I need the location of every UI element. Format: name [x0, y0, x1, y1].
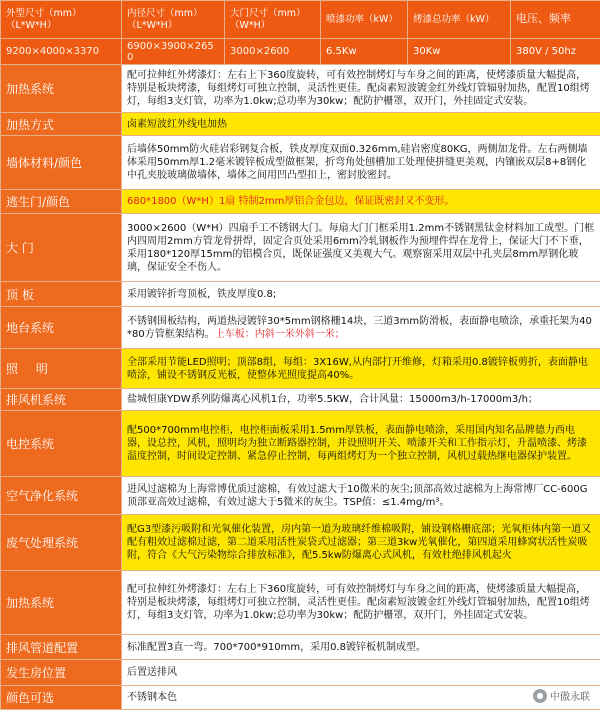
- header-door-size: 大门尺寸（mm） （W*H）: [225, 1, 321, 39]
- row-label: 加热方式: [1, 113, 122, 136]
- row-text: 配可拉伸红外烤漆灯：左右上下360度旋转，可有效控制烤灯与车身之间的距离，使烤漆质量大幅提高，特别是板块烤漆，每组烤灯可独立控制，灵活性更佳。配卤素短波镀金红外线灯管辐射加热，配置10组烤灯，每组3支灯管，功率为1.0kw;总功率为30kw；配防护栅罩，双开门，外挂固定式安装。: [122, 65, 600, 113]
- row-air-purification: [1, 477, 600, 515]
- row-text: 不锈钢围板结构，两道热浸镀锌30*5mm钢格栅14块，三道3mm防滑板，表面静电喷涂，承重托架为40*80方管框架结构。上车板：内斜一米外斜一米；: [122, 307, 600, 349]
- row-label: 排风机系统: [1, 389, 122, 411]
- row-roof-panel: [1, 282, 600, 307]
- row-text: 配可拉伸红外烤漆灯：左右上下360度旋转，可有效控制烤灯与车身之间的距离，使烤漆质量大幅提高，特别是板块烤漆，每组烤灯可独立控制，灵活性更佳。配卤素短波镀金红外线灯管辐射加热，配置10组烤灯，每组3支灯管，功率为1.0kw;总功率为30kw；配防护栅罩，双开门，外挂固定式安装。: [122, 571, 600, 635]
- row-text: 不锈钢本色: [122, 686, 600, 710]
- header-row: [1, 1, 600, 39]
- header-spray-power: 喷漆功率（kW）: [321, 1, 408, 39]
- row-wall-material: [1, 136, 600, 190]
- row-text: 配500*700mm电控柜，电控柜面板采用1.5mm厚铁板，表面静电喷涂，采用国内知名品牌德力西电器，设总控，风机，照明均为独立断路器控制，并设照明开关、喷漆开关和工作指示灯，升温喷漆、烤漆温度控制，时间设定控制、紧急停止控制，每两组烤灯为一个独立控制，风机过载热继电器保护装置。: [122, 411, 600, 477]
- row-heating-system-2: [1, 571, 600, 635]
- row-text: 采用镀锌折弯顶板，铁皮厚度0.8;: [122, 282, 600, 307]
- row-label: 电控系统: [1, 411, 122, 477]
- row-text: 盐城恒康YDW系列防爆离心风机1台，功率5.5KW，合计风量：15000m3/h-17000m3/h；: [122, 389, 600, 411]
- row-exhaust-duct: [1, 635, 600, 660]
- row-label: 加热系统: [1, 571, 122, 635]
- dim-door: 3000×2600: [225, 39, 321, 65]
- row-main-door: [1, 214, 600, 282]
- row-text: 卤素短波红外线电加热: [122, 113, 600, 136]
- row-label: 发生房位置: [1, 660, 122, 686]
- row-color-options: [1, 686, 600, 710]
- header-inner-size: 内径尺寸（mm） （L*W*H）: [122, 1, 225, 39]
- row-label: 墙体材料/颜色: [1, 136, 122, 190]
- row-label: 排风管道配置: [1, 635, 122, 660]
- dimensions-row: [1, 39, 600, 65]
- row-exhaust-treatment: [1, 515, 600, 571]
- watermark-text: 中傲永联: [550, 692, 590, 703]
- watermark: [533, 688, 590, 703]
- row-label: 逃生门/颜色: [1, 190, 122, 214]
- row-generator-position: [1, 660, 600, 686]
- row-text: 680*1800（W*H）1扇 特制2mm厚铝合金包边，保证既密封又不变形。: [122, 190, 600, 214]
- header-bake-power: 烤漆总功率（kW）: [408, 1, 511, 39]
- row-floor-system: [1, 307, 600, 349]
- dim-spray-power: 6.5Kw: [321, 39, 408, 65]
- row-electric-control: [1, 411, 600, 477]
- row-label: 加热系统: [1, 65, 122, 113]
- row-escape-door: [1, 190, 600, 214]
- row-heating-method: [1, 113, 600, 136]
- row-label: 颜色可选: [1, 686, 122, 710]
- dim-voltage: 380V / 50hz: [511, 39, 600, 65]
- row-text: 3000×2600（W*H）四扇手工不锈钢大门。每扇大门门框采用1.2mm不锈钢黑钛金材料加工成型。门框内四周用2mm方管龙骨拼焊，固定合页处采用6mm冷轧钢板作为预埋件焊在龙骨上，保证大门不下垂，采用180*120厚15mm的铝模合页，既保证强度又美观大气。观察窗采用双层中孔夹层8mm厚钢化玻璃，保证安全不伤人。: [122, 214, 600, 282]
- header-voltage: 电压、频率: [511, 1, 600, 39]
- row-lighting: [1, 349, 600, 389]
- row-label: 大 门: [1, 214, 122, 282]
- dim-bake-power: 30Kw: [408, 39, 511, 65]
- header-outer-size: 外型尺寸（mm） （L*W*H）: [1, 1, 122, 39]
- dim-inner: 6900×3900×2650: [122, 39, 225, 65]
- row-label: 地台系统: [1, 307, 122, 349]
- row-text: 全部采用节能LED照明；顶部8组，每组：3X16W,从内部打开维修，灯箱采用0.8镀锌板剪折，表面静电喷涂，铺设不锈钢反光板，使整体光照度提高40%。: [122, 349, 600, 389]
- row-text: 配G3型漆污吸附和光氧催化装置，房内第一道为玻璃纤维棉吸附，铺设钢格栅底部；光氧柜体内第一道又配有粗效过滤棉过滤，第二道采用活性炭袋式过滤器；第三道3kw光氧催化，第四道采用蜂窝状活性炭吸附，符合《大气污染物综合排放标准》，配5.5kw防爆离心式风机，有效杜绝排风机起火: [122, 515, 600, 571]
- row-text: 后置送排风: [122, 660, 600, 686]
- ramp-note: 上车板：内斜一米外斜一米；: [214, 328, 345, 340]
- row-text: 进风过滤棉为上海常博优质过滤棉，有效过滤大于10微米的灰尘;顶部高效过滤棉为上海常博厂CC-600G顶部亚高效过滤棉，有效过滤大于5微米的灰尘。TSP值：≤1.4mg/m³。: [122, 477, 600, 515]
- row-label: 照 明: [1, 349, 122, 389]
- row-label: 废气处理系统: [1, 515, 122, 571]
- row-label: 顶 板: [1, 282, 122, 307]
- row-label: 空气净化系统: [1, 477, 122, 515]
- row-text: 后墙体50mm防火硅岩彩钢复合板，铁皮厚度双面0.326mm,硅岩密度80KG，两侧加龙骨。左右两侧墙体采用50mm厚1.2毫米镀锌板成型做框架，折弯角处刨槽加工处理使拼缝更美观，内镶嵌双层8+8钢化中孔夹胶玻璃做墙体，墙体之间用凹凸型扣上，密封胶密封。: [122, 136, 600, 190]
- row-heating-system: [1, 65, 600, 113]
- dim-outer: 9200×4000×3370: [1, 39, 122, 65]
- row-text: 标准配置3直一弯。700*700*910mm，采用0.8镀锌板机制成型。: [122, 635, 600, 660]
- wechat-icon: ●: [533, 689, 547, 703]
- row-exhaust-fan: [1, 389, 600, 411]
